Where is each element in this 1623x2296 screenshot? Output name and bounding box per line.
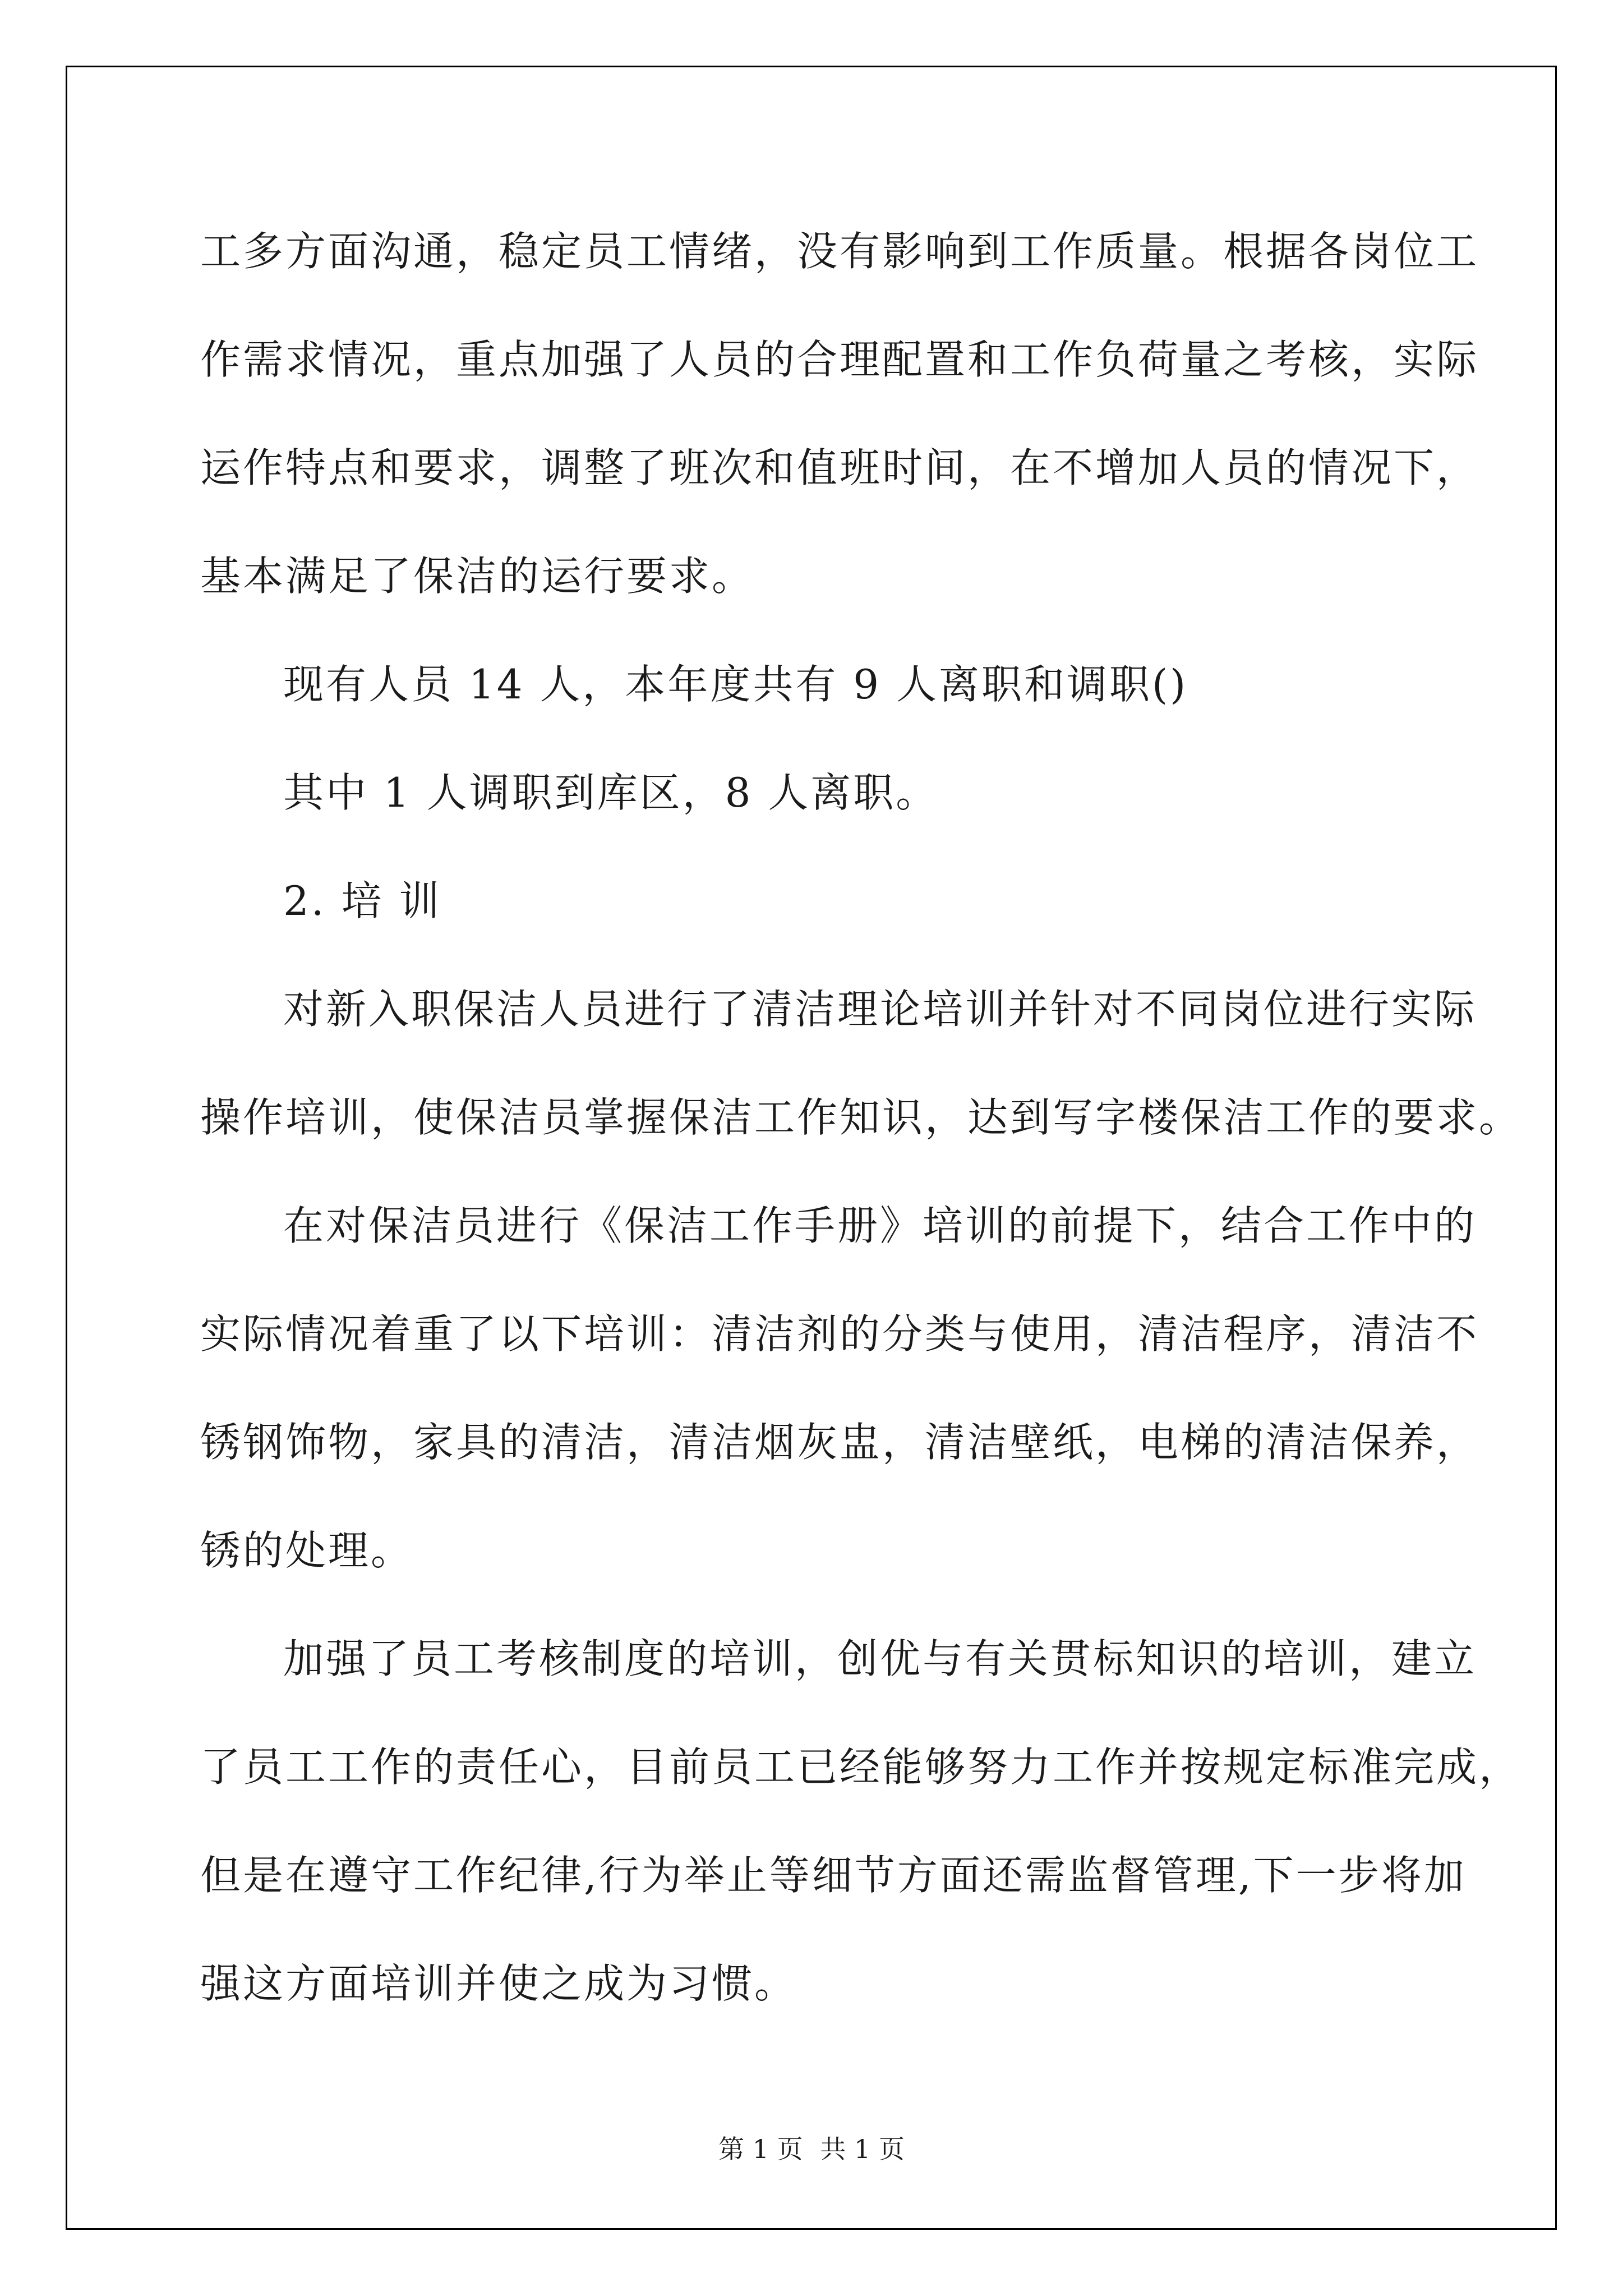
body-line-3: 运作特点和要求，调整了班次和值班时间，在不增加人员的情况下， [200, 444, 1479, 491]
body-line-6: 其中 1 人调职到库区，8 人离职。 [283, 769, 939, 816]
body-line-8: 对新入职保洁人员进行了清洁理论培训并针对不同岗位进行实际 [283, 986, 1477, 1033]
section-heading-training: 2. 培 训 [283, 877, 442, 924]
body-line-1: 工多方面沟通，稳定员工情绪，没有影响到工作质量。根据各岗位工 [200, 228, 1479, 275]
body-line-9: 操作培训，使保洁员掌握保洁工作知识，达到写字楼保洁工作的要求。 [200, 1094, 1522, 1141]
page-number-total: 共 1 页 [820, 2134, 905, 2164]
body-line-4: 基本满足了保洁的运行要求。 [200, 553, 755, 600]
page-number-current: 第 1 页 [718, 2134, 803, 2164]
body-line-13: 锈的处理。 [200, 1527, 414, 1574]
body-line-11: 实际情况着重了以下培训：清洁剂的分类与使用，清洁程序，清洁不 [200, 1310, 1479, 1358]
body-line-14: 加强了员工考核制度的培训，创优与有关贯标知识的培训，建立 [283, 1635, 1477, 1682]
body-line-16: 但是在遵守工作纪律,行为举止等细节方面还需监督管理,下一步将加 [200, 1852, 1467, 1899]
page-border [66, 66, 1557, 2230]
body-line-17: 强这方面培训并使之成为习惯。 [200, 1960, 797, 2007]
page-footer [0, 2136, 1623, 2162]
body-line-5: 现有人员 14 人，本年度共有 9 人离职和调职() [283, 661, 1188, 708]
body-line-2: 作需求情况，重点加强了人员的合理配置和工作负荷量之考核，实际 [200, 336, 1479, 383]
body-line-15: 了员工工作的责任心，目前员工已经能够努力工作并按规定标准完成， [200, 1743, 1522, 1791]
body-line-10: 在对保洁员进行《保洁工作手册》培训的前提下，结合工作中的 [283, 1202, 1477, 1249]
body-line-12: 锈钢饰物，家具的清洁，清洁烟灰盅，清洁壁纸，电梯的清洁保养， [200, 1419, 1479, 1466]
